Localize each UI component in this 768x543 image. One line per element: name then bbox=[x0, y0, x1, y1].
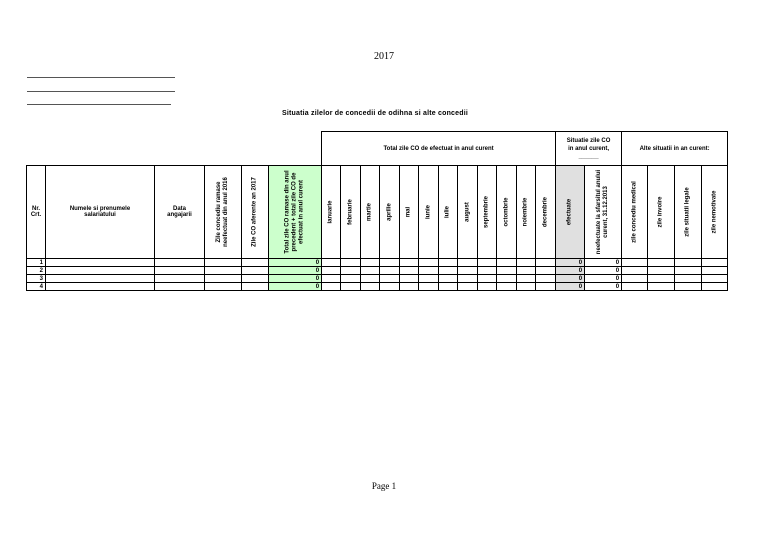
col-month-aprilie: aprilie bbox=[380, 166, 400, 259]
table-cell[interactable] bbox=[517, 275, 536, 283]
row-total[interactable]: 0 bbox=[269, 275, 322, 283]
table-cell[interactable] bbox=[497, 275, 517, 283]
signature-line-2 bbox=[27, 91, 175, 92]
table-cell[interactable] bbox=[439, 267, 458, 275]
table-cell[interactable] bbox=[517, 267, 536, 275]
table-cell[interactable] bbox=[702, 259, 728, 267]
table-cell[interactable] bbox=[648, 283, 675, 291]
col-month-mai: mai bbox=[400, 166, 419, 259]
leave-table bbox=[26, 131, 728, 291]
table-cell[interactable] bbox=[341, 267, 361, 275]
col-month-iunie: iunie bbox=[419, 166, 439, 259]
table-cell[interactable] bbox=[205, 275, 242, 283]
table-cell[interactable] bbox=[361, 267, 380, 275]
table-cell[interactable] bbox=[648, 275, 675, 283]
col-zile-ramase: Zile concediu ramase neefectuat din anul 2016 bbox=[205, 166, 242, 259]
table-cell[interactable] bbox=[341, 283, 361, 291]
col-month-noiembrie: noiembrie bbox=[517, 166, 536, 259]
table-cell[interactable] bbox=[702, 275, 728, 283]
table-cell[interactable] bbox=[46, 275, 155, 283]
row-efectuate[interactable]: 0 bbox=[556, 267, 585, 275]
table-cell[interactable] bbox=[648, 259, 675, 267]
col-nr-crt: Nr. Crt. bbox=[27, 166, 46, 259]
table-cell[interactable] bbox=[478, 267, 497, 275]
table-cell[interactable] bbox=[242, 275, 269, 283]
table-cell[interactable] bbox=[419, 267, 439, 275]
table-cell[interactable] bbox=[702, 283, 728, 291]
table-cell[interactable] bbox=[675, 275, 702, 283]
table-cell[interactable] bbox=[322, 283, 341, 291]
row-neefectuate[interactable]: 0 bbox=[585, 267, 622, 275]
col-situatii-legale: zile situatii legale bbox=[675, 166, 702, 259]
table-cell[interactable] bbox=[497, 259, 517, 267]
col-month-august: august bbox=[458, 166, 478, 259]
page-footer: Page 1 bbox=[371, 481, 397, 491]
table-cell[interactable] bbox=[322, 267, 341, 275]
row-neefectuate[interactable]: 0 bbox=[585, 259, 622, 267]
table-cell[interactable] bbox=[205, 283, 242, 291]
table-cell[interactable] bbox=[478, 259, 497, 267]
table-cell[interactable] bbox=[478, 275, 497, 283]
table-cell[interactable] bbox=[205, 267, 242, 275]
table-cell[interactable] bbox=[380, 267, 400, 275]
table-cell[interactable] bbox=[675, 283, 702, 291]
table-row bbox=[27, 267, 728, 275]
row-total[interactable]: 0 bbox=[269, 283, 322, 291]
table-cell[interactable] bbox=[439, 275, 458, 283]
table-cell[interactable] bbox=[478, 283, 497, 291]
col-month-februarie: februarie bbox=[341, 166, 361, 259]
table-cell[interactable] bbox=[536, 267, 556, 275]
table-cell[interactable] bbox=[155, 283, 205, 291]
table-cell[interactable] bbox=[439, 259, 458, 267]
col-neefectuate: neefectuate la sfarsitul anului curent, 31.12.2013 bbox=[585, 166, 622, 259]
table-cell[interactable] bbox=[497, 283, 517, 291]
table-cell[interactable] bbox=[361, 283, 380, 291]
col-efectuate: efectuate bbox=[556, 166, 585, 259]
col-nemotivate: zile nemotivate bbox=[702, 166, 728, 259]
signature-line-3 bbox=[27, 104, 171, 105]
table-cell[interactable] bbox=[341, 275, 361, 283]
table-cell[interactable] bbox=[648, 267, 675, 275]
col-month-decembrie: decembrie bbox=[536, 166, 556, 259]
row-nr: 4 bbox=[27, 283, 46, 291]
col-total-zile: Total zile CO ramase din anul precedent + total zile CO de efectuat in anul curent bbox=[269, 166, 322, 259]
table-cell[interactable] bbox=[458, 259, 478, 267]
table-cell[interactable] bbox=[400, 275, 419, 283]
table-cell[interactable] bbox=[536, 259, 556, 267]
row-neefectuate[interactable]: 0 bbox=[585, 283, 622, 291]
table-cell[interactable] bbox=[497, 267, 517, 275]
table-cell[interactable] bbox=[622, 267, 648, 275]
table-cell[interactable] bbox=[155, 275, 205, 283]
table-row bbox=[27, 275, 728, 283]
table-row bbox=[27, 259, 728, 267]
group-alte-situatii: Alte situatii in an curent: bbox=[622, 132, 728, 166]
table-cell[interactable] bbox=[46, 267, 155, 275]
col-nume: Numele si prenumele salariatului bbox=[46, 166, 155, 259]
table-cell[interactable] bbox=[419, 259, 439, 267]
table-cell[interactable] bbox=[400, 283, 419, 291]
group-situatie: Situatie zile CO in anul curent, ______ bbox=[556, 132, 622, 166]
table-cell[interactable] bbox=[458, 275, 478, 283]
table-cell[interactable] bbox=[361, 259, 380, 267]
table-cell[interactable] bbox=[400, 259, 419, 267]
table-cell[interactable] bbox=[536, 283, 556, 291]
col-data-angajarii: Data angajarii bbox=[155, 166, 205, 259]
table-cell[interactable] bbox=[458, 283, 478, 291]
table-cell[interactable] bbox=[242, 259, 269, 267]
table-cell[interactable] bbox=[361, 275, 380, 283]
group-co-current: Total zile CO de efectuat in anul curent bbox=[322, 132, 556, 166]
table-cell[interactable] bbox=[205, 259, 242, 267]
col-concediu-medical: zile concediu medical bbox=[622, 166, 648, 259]
table-cell[interactable] bbox=[46, 259, 155, 267]
table-cell[interactable] bbox=[536, 275, 556, 283]
table-cell[interactable] bbox=[622, 275, 648, 283]
table-cell[interactable] bbox=[322, 259, 341, 267]
table-cell[interactable] bbox=[622, 283, 648, 291]
row-efectuate[interactable]: 0 bbox=[556, 283, 585, 291]
table-cell[interactable] bbox=[380, 259, 400, 267]
table-cell[interactable] bbox=[622, 259, 648, 267]
table-cell[interactable] bbox=[458, 267, 478, 275]
table-cell[interactable] bbox=[702, 267, 728, 275]
col-month-iulie: iulie bbox=[439, 166, 458, 259]
table-cell[interactable] bbox=[517, 283, 536, 291]
col-zile-aferente: Zile CO aferente an 2017 bbox=[242, 166, 269, 259]
document-year: 2017 bbox=[374, 51, 394, 62]
table-cell[interactable] bbox=[322, 275, 341, 283]
table-row bbox=[27, 283, 728, 291]
table-cell[interactable] bbox=[439, 283, 458, 291]
row-nr: 2 bbox=[27, 267, 46, 275]
col-month-ianuarie: ianuarie bbox=[322, 166, 341, 259]
table-cell[interactable] bbox=[380, 283, 400, 291]
table-cell[interactable] bbox=[400, 267, 419, 275]
table-cell[interactable] bbox=[242, 267, 269, 275]
row-neefectuate[interactable]: 0 bbox=[585, 275, 622, 283]
table-cell[interactable] bbox=[380, 275, 400, 283]
row-total[interactable]: 0 bbox=[269, 259, 322, 267]
table-cell[interactable] bbox=[675, 259, 702, 267]
table-cell[interactable] bbox=[419, 283, 439, 291]
col-month-septembrie: septembrie bbox=[478, 166, 497, 259]
col-month-octombrie: octombrie bbox=[497, 166, 517, 259]
col-month-martie: martie bbox=[361, 166, 380, 259]
table-cell[interactable] bbox=[155, 267, 205, 275]
row-efectuate[interactable]: 0 bbox=[556, 275, 585, 283]
table-cell[interactable] bbox=[46, 283, 155, 291]
table-cell[interactable] bbox=[675, 267, 702, 275]
table-cell[interactable] bbox=[517, 259, 536, 267]
row-total[interactable]: 0 bbox=[269, 267, 322, 275]
signature-line-1 bbox=[27, 77, 175, 78]
table-cell[interactable] bbox=[419, 275, 439, 283]
row-efectuate[interactable]: 0 bbox=[556, 259, 585, 267]
col-invoire: zile invoire bbox=[648, 166, 675, 259]
table-cell[interactable] bbox=[242, 283, 269, 291]
row-nr: 1 bbox=[27, 259, 46, 267]
table-cell[interactable] bbox=[341, 259, 361, 267]
table-cell[interactable] bbox=[155, 259, 205, 267]
row-nr: 3 bbox=[27, 275, 46, 283]
report-title: Situatia zilelor de concedii de odihna si alte concedii bbox=[281, 110, 469, 117]
